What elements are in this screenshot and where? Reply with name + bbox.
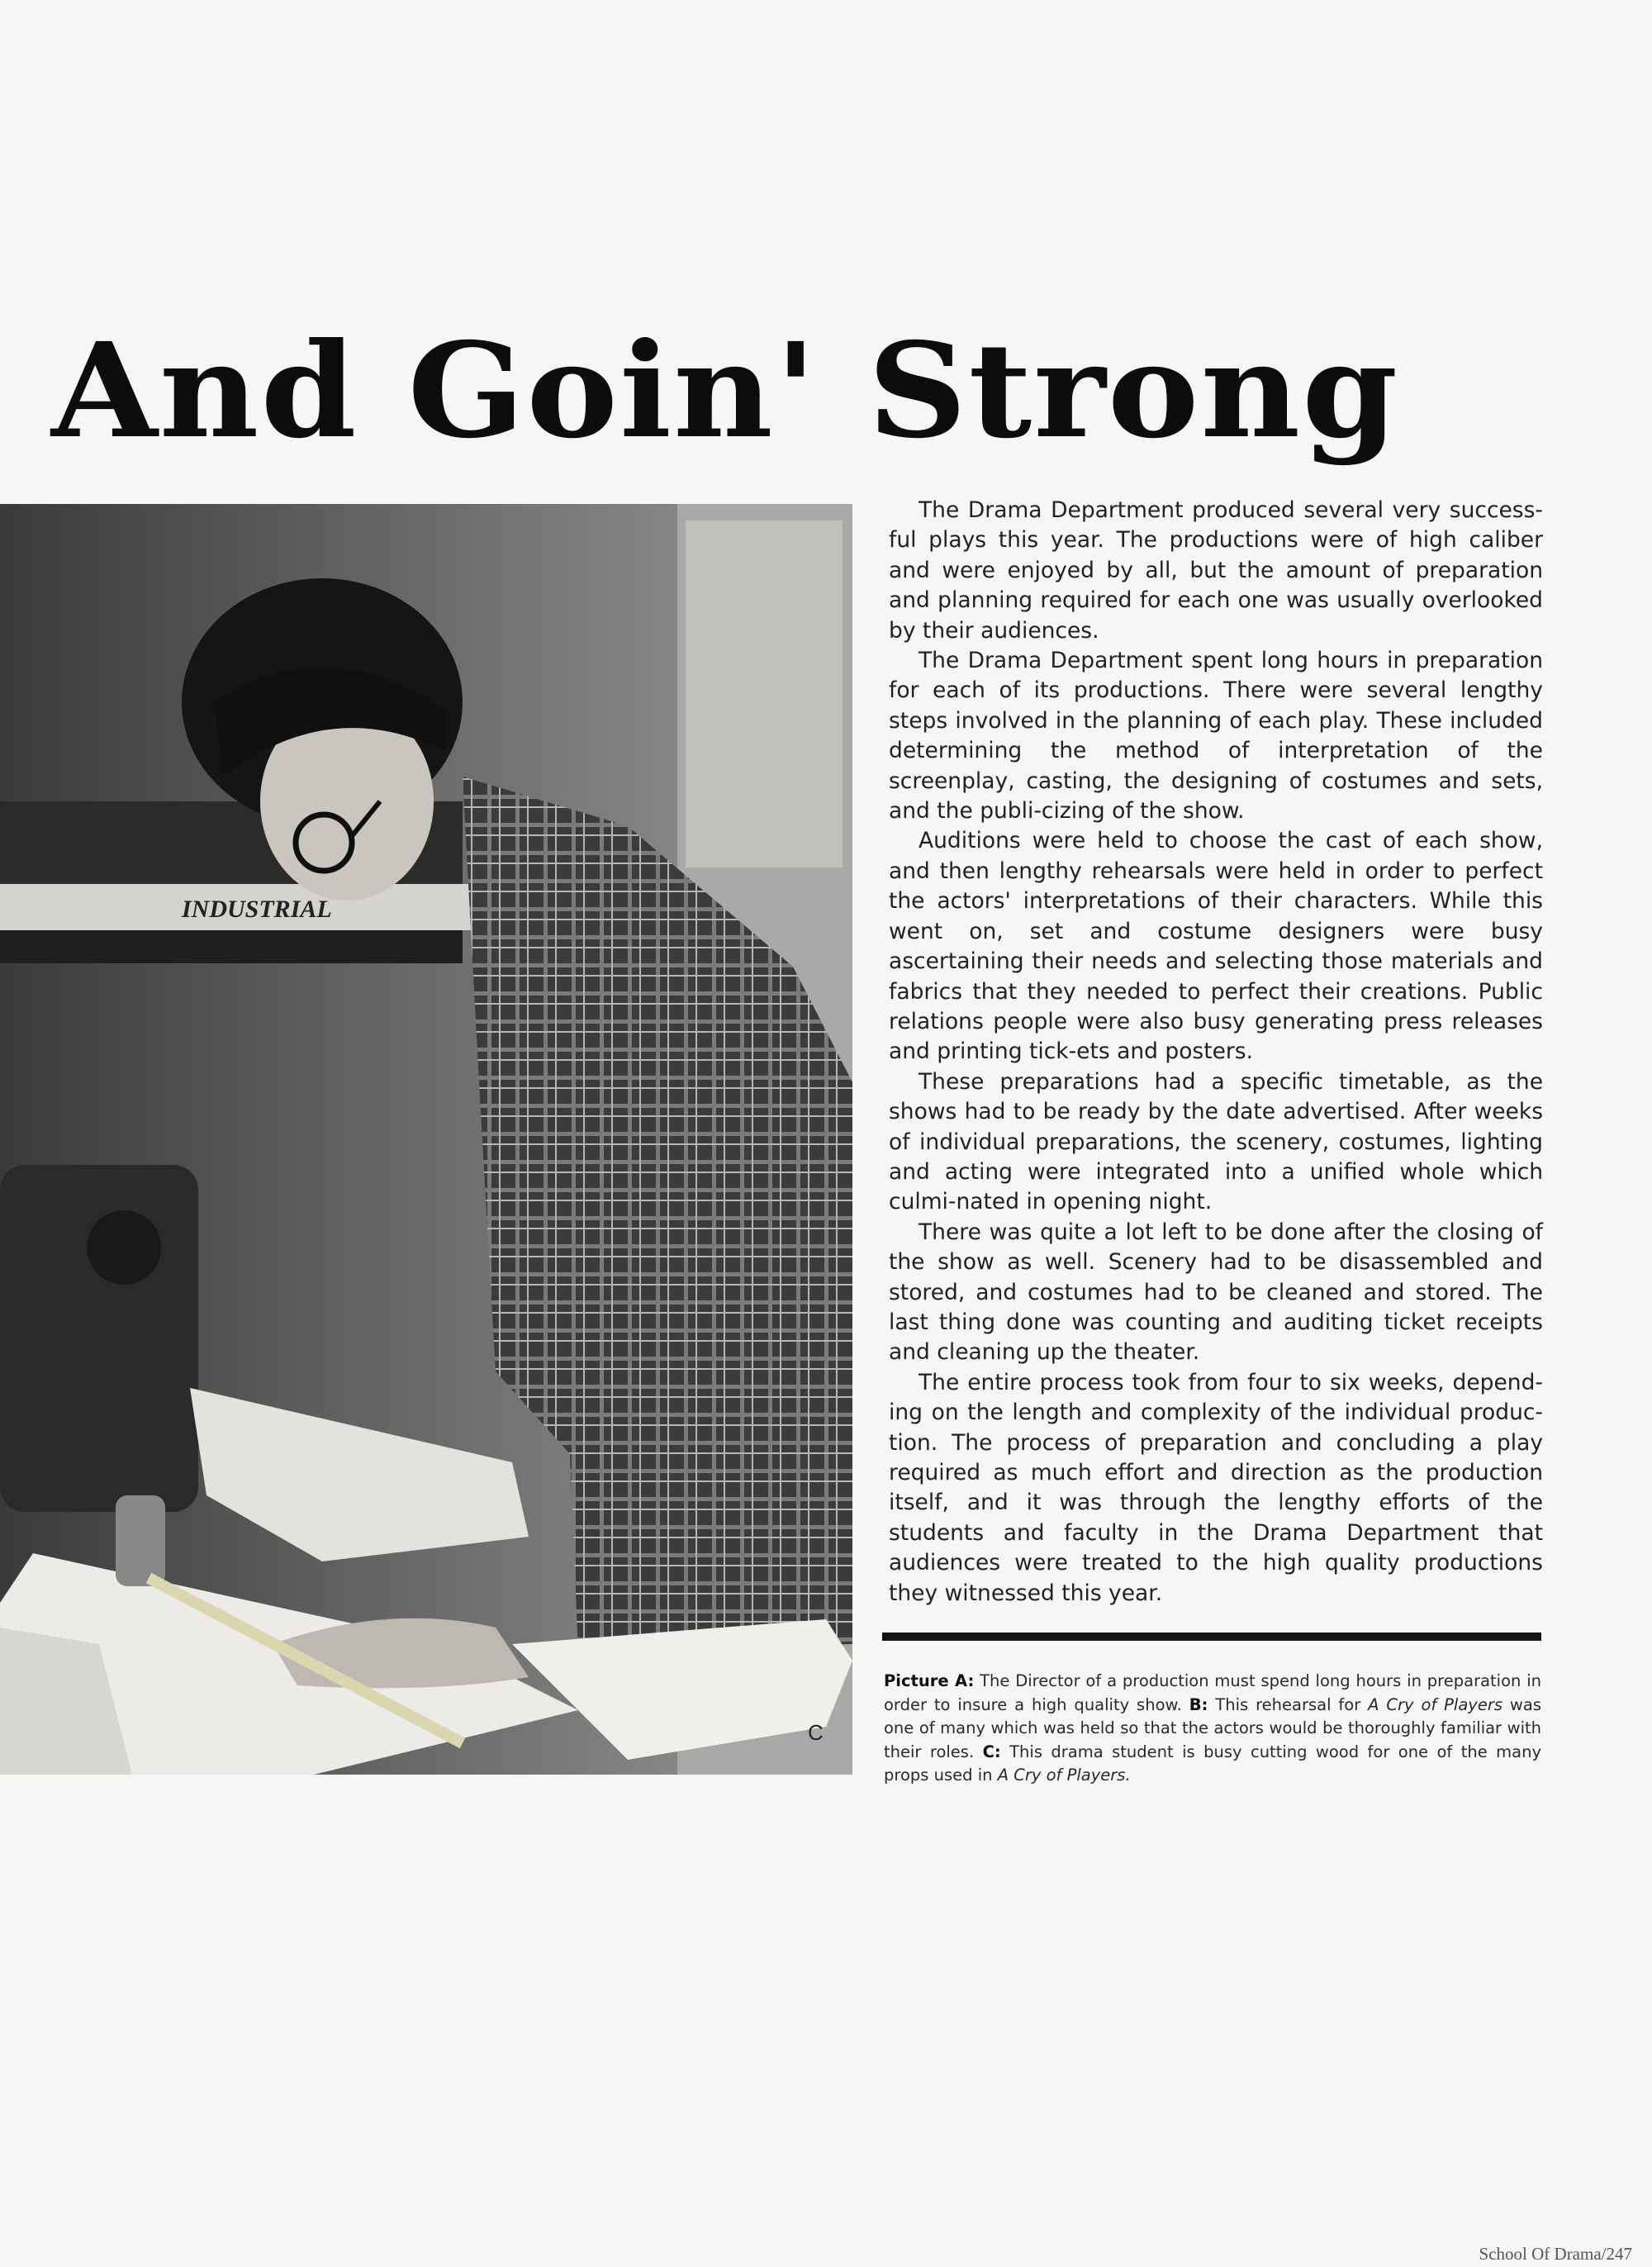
caption-b-text-cont: was one of many which was held so that the actors would be thoroughly familiar with their roles.: [884, 1694, 1541, 1761]
caption-b-text: This rehearsal for: [1215, 1694, 1361, 1714]
article-paragraph: These preparations had a specific timetable, as the shows had to be ready by the date advertised. After weeks of individual preparations, the scenery, costumes, lighting and acting were integrated into a unified whole which culmi-nated in opening night.: [889, 1068, 1543, 1215]
article-paragraph: There was quite a lot left to be done after the closing of the show as well. Scenery had to be disassembled and stored, and costumes had to be cleaned and stored. The last thing done was counting and auditing ticket receipts and cleaning up the theater.: [889, 1219, 1543, 1366]
caption-divider: [882, 1633, 1541, 1641]
caption-c-title: A Cry of Players.: [997, 1766, 1131, 1785]
headline: And Goin' Strong: [51, 315, 1400, 468]
photo-label: C: [808, 1720, 824, 1745]
caption-b-title: A Cry of Players: [1368, 1694, 1503, 1714]
caption-a-text: The Director of a production must spend long hours in preparation in order to insure a high quality show.: [884, 1671, 1542, 1714]
article-body: [889, 496, 1543, 1609]
caption-c-text: This drama student is busy cutting wood for one of the many props used in: [884, 1742, 1541, 1785]
article-paragraph: The Drama Department produced several very success-ful plays this year. The productions were of high caliber and were enjoyed by all, but the amount of preparation and planning required for each one was usually overlooked by their audiences.: [889, 497, 1543, 644]
caption-c-label: C:: [982, 1742, 1001, 1761]
caption-b-label: B:: [1189, 1694, 1208, 1714]
article-paragraph: The Drama Department spent long hours in preparation for each of its productions. There were several lengthy steps involved in the planning of each play. These included determining the method of interpretation of the screenplay, casting, the designing of costumes and sets, and the publi-cizing of the show.: [889, 648, 1543, 825]
photo-c: [0, 504, 852, 1775]
photo-caption: [884, 1670, 1541, 1788]
saw-label: INDUSTRIAL: [182, 896, 332, 923]
photo-illustration: [0, 504, 852, 1775]
article-paragraph: The entire process took from four to six weeks, depend-ing on the length and complexity of the individual produc-tion. The process of preparation and concluding a play required as much effort and direction as the production itself, and it was through the lengthy efforts of the students and faculty in the Drama Department that audiences were treated to the high quality productions they witnessed this year.: [889, 1369, 1543, 1606]
caption-a-label: Picture A:: [884, 1671, 975, 1690]
article-paragraph: Auditions were held to choose the cast of each show, and then lengthy rehearsals were held in order to perfect the actors' interpretations of their characters. While this went on, set and costume designers were busy ascertaining their needs and selecting those materials and fabrics that they needed to perfect their creations. Public relations people were also busy generating press releases and printing tick-ets and posters.: [889, 828, 1543, 1065]
page-folio: School Of Drama/247: [1479, 2244, 1632, 2264]
